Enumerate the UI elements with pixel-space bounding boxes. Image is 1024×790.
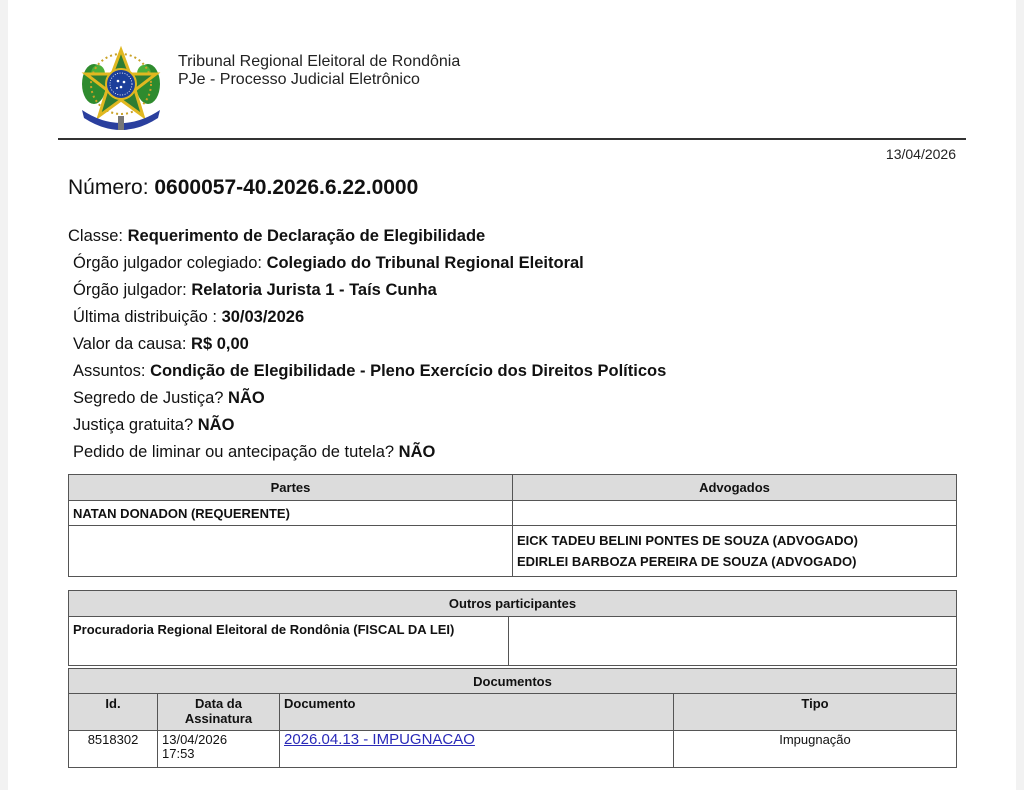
document-date: 13/04/2026	[885, 146, 956, 162]
column-header-id: Id.	[69, 694, 158, 731]
field-segredo-justica	[68, 387, 666, 414]
field-label: Assuntos:	[73, 362, 146, 380]
field-orgao-julgador	[68, 279, 666, 306]
column-header-outros: Outros participantes	[69, 591, 957, 617]
empty-cell	[513, 501, 957, 526]
doc-name-cell	[280, 731, 674, 768]
doc-date	[158, 731, 280, 768]
field-label: Órgão julgador:	[73, 281, 187, 299]
empty-cell	[508, 617, 956, 666]
partes-table	[68, 474, 957, 577]
doc-id: 8518302	[69, 731, 158, 768]
column-header-data: Data da Assinatura	[158, 694, 280, 731]
system-name: PJe - Processo Judicial Eletrônico	[178, 71, 420, 88]
empty-cell	[69, 526, 513, 577]
column-header-advogados: Advogados	[513, 475, 957, 501]
field-pedido-liminar	[68, 441, 666, 468]
header-divider	[58, 138, 966, 140]
doc-date-day: 13/04/2026	[162, 732, 228, 747]
table-header-row	[69, 475, 957, 501]
participante-cell: Procuradoria Regional Eleitoral de Rondônia (FISCAL DA LEI)	[69, 617, 509, 666]
field-value: 30/03/2026	[221, 308, 305, 326]
field-valor-causa	[68, 333, 666, 360]
field-value: NÃO	[197, 416, 235, 434]
process-number-label: Número:	[68, 176, 149, 199]
process-number	[68, 176, 418, 200]
doc-type: Impugnação	[674, 731, 957, 768]
field-label: Segredo de Justiça?	[73, 389, 224, 407]
page-margin-left	[0, 0, 8, 790]
page-margin-right	[1016, 0, 1024, 790]
tribunal-name: Tribunal Regional Eleitoral de Rondônia	[178, 53, 461, 70]
column-header-partes: Partes	[69, 475, 513, 501]
field-value: NÃO	[398, 443, 436, 461]
field-value: R$ 0,00	[191, 335, 249, 353]
field-assuntos	[68, 360, 666, 387]
field-justica-gratuita	[68, 414, 666, 441]
field-value: Condição de Elegibilidade - Pleno Exercício dos Direitos Políticos	[150, 362, 667, 380]
field-classe	[68, 225, 666, 252]
field-label: Valor da causa:	[73, 335, 187, 353]
process-details	[68, 225, 666, 468]
table-title-row	[69, 669, 957, 694]
table-row	[69, 731, 957, 768]
table-header-row	[69, 694, 957, 731]
field-value: Requerimento de Declaração de Elegibilidade	[127, 227, 486, 245]
advogados-cell	[513, 526, 957, 577]
field-value: Relatoria Jurista 1 - Taís Cunha	[191, 281, 437, 299]
field-value: NÃO	[228, 389, 265, 407]
field-label: Pedido de liminar ou antecipação de tutela?	[73, 443, 395, 461]
field-ultima-distribuicao	[68, 306, 666, 333]
field-label: Órgão julgador colegiado:	[73, 254, 262, 272]
table-row	[69, 617, 957, 666]
field-label: Última distribuição :	[73, 308, 217, 326]
documentos-table	[68, 668, 957, 768]
parte-cell: NATAN DONADON (REQUERENTE)	[69, 501, 513, 526]
document-link[interactable]: 2026.04.13 - IMPUGNACAO	[284, 731, 475, 748]
advogado-item: EDIRLEI BARBOZA PEREIRA DE SOUZA (ADVOGADO)	[517, 554, 857, 569]
column-header-documento: Documento	[280, 694, 674, 731]
field-value: Colegiado do Tribunal Regional Eleitoral	[266, 254, 584, 272]
brazil-coat-of-arms-icon	[78, 44, 164, 134]
documentos-title: Documentos	[69, 669, 957, 694]
field-label: Classe:	[68, 227, 124, 245]
field-label: Justiça gratuita?	[73, 416, 194, 434]
organization-name	[178, 53, 460, 89]
advogado-item: EICK TADEU BELINI PONTES DE SOUZA (ADVOGADO)	[517, 533, 858, 548]
doc-date-time: 17:53	[162, 746, 195, 761]
column-header-tipo: Tipo	[674, 694, 957, 731]
table-row	[69, 501, 957, 526]
table-header-row	[69, 591, 957, 617]
outros-participantes-table	[68, 590, 957, 666]
field-orgao-colegiado	[68, 252, 666, 279]
table-row	[69, 526, 957, 577]
process-number-value: 0600057-40.2026.6.22.0000	[154, 176, 419, 199]
